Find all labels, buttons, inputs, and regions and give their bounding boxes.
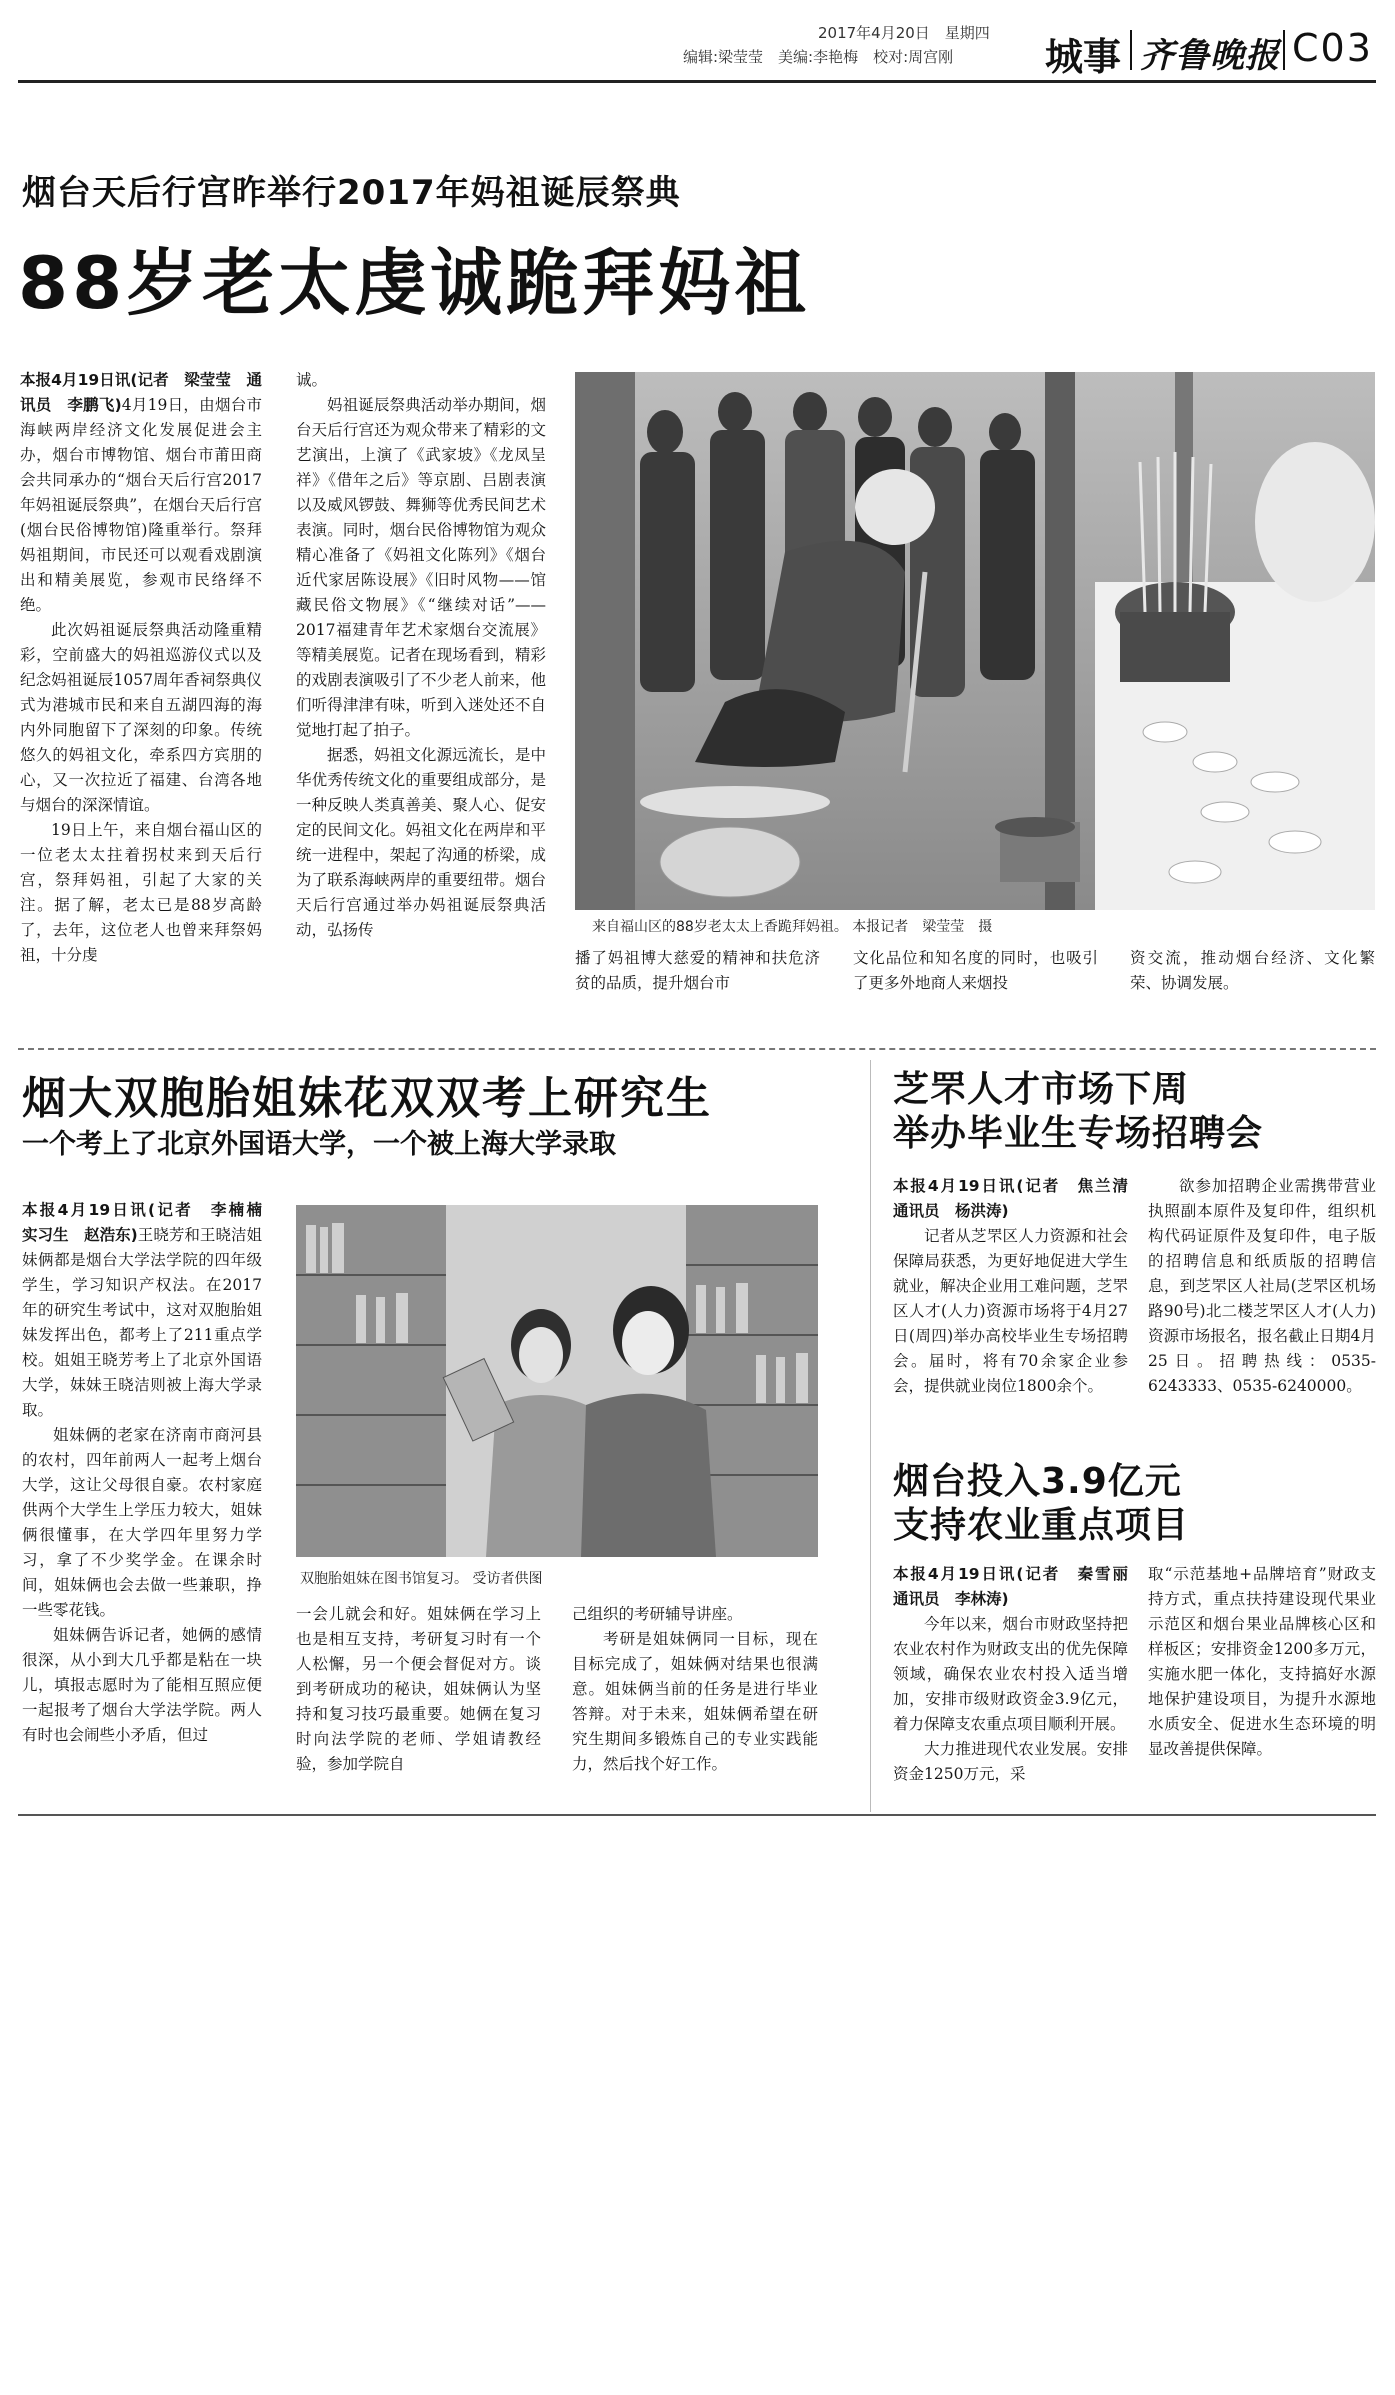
section-name: 城事 bbox=[1045, 35, 1122, 79]
story4-paragraph: 大力推进现代农业发展。安排资金1250万元，采 bbox=[893, 1740, 1128, 1783]
library-twins-image bbox=[296, 1205, 818, 1557]
story1-paragraph: 此次妈祖诞辰祭典活动隆重精彩，空前盛大的妈祖巡游仪式以及纪念妈祖诞辰1057周年香祠祭典仪式为港城市民和来自五湖四海的海内外同胞留下了深刻的印象。传统悠久的妈祖文化，牵系四方宾朋的心，又一次拉近了福建、台湾各地与烟台的深深情谊。 bbox=[20, 621, 262, 814]
story2-paragraph: 己组织的考研辅导讲座。 bbox=[572, 1605, 743, 1623]
story1-column-3: 播了妈祖博大慈爱的精神和扶危济贫的品质，提升烟台市 bbox=[575, 949, 820, 992]
story1-paragraph: 19日上午，来自烟台福山区的一位老太太拄着拐杖来到天后行宫，祭拜妈祖，引起了大家的关注。据了解，老太已是88岁高龄了，去年，这位老人也曾来拜祭妈祖，十分虔 bbox=[20, 821, 262, 964]
staff-credits: 编辑:梁莹莹 美编:李艳梅 校对:周宫刚 bbox=[683, 48, 954, 66]
story2-paragraph: 姐妹俩告诉记者，她俩的感情很深，从小到大几乎都是粘在一块儿，填报志愿时为了能相互照应便一起报考了烟台大学法学院。两人有时也会闹些小矛盾，但过 bbox=[22, 1626, 262, 1744]
story4-paragraph: 今年以来，烟台市财政坚持把农业农村作为财政支出的优先保障领域，确保农业农村投入适当增加，安排市级财政资金3.9亿元，着力保障支农重点项目顺利开展。 bbox=[893, 1615, 1128, 1733]
paper-logo: 齐鲁晚报 bbox=[1140, 36, 1280, 76]
story2-paragraph: 姐妹俩的老家在济南市商河县的农村，四年前两人一起考上烟台大学，这让父母很自豪。农村家庭供两个大学生上学压力较大，姐妹俩很懂事，在大学四年里努力学习，拿了不少奖学金。在课余时间，姐妹俩也会去做一些兼职，挣一些零花钱。 bbox=[22, 1426, 262, 1619]
story1-column-2 bbox=[296, 368, 546, 943]
story4-byline: 本报4月19日讯(记者 秦雪丽 通讯员 李林涛) bbox=[893, 1565, 1144, 1608]
section-divider bbox=[18, 1048, 1376, 1050]
story3-column-1 bbox=[893, 1174, 1144, 1399]
story1-paragraph: 本报4月19日讯(记者 梁莹莹 通讯员 李鹏飞)4月19日，由烟台市海峡两岸经济文化发展促进会主办，烟台市博物馆、烟台市莆田商会共同承办的“烟台天后行宫2017年妈祖诞辰祭典”，在烟台天后行宫(烟台民俗博物馆)隆重举行。祭拜妈祖期间，市民还可以观看戏剧演出和精美展览，参观市民络绎不绝。 bbox=[20, 371, 262, 614]
story1-byline: 本报4月19日讯(记者 梁莹莹 通讯员 李鹏飞) bbox=[20, 371, 262, 414]
column-divider bbox=[870, 1060, 871, 1812]
story2-paragraph: 考研是姐妹俩同一目标，现在目标完成了，姐妹俩对结果也很满意。姐妹俩当前的任务是进行毕业答辩。对于未来，姐妹俩希望在研究生期间多锻炼自己的专业实践能力，然后找个好工作。 bbox=[572, 1630, 818, 1773]
story4-column-2: 取“示范基地+品牌培育”财政支持方式，重点扶持建设现代果业示范区和烟台果业品牌核心区和样板区；安排资金1200多万元，实施水肥一体化，支持搞好水源地保护建设项目，为提升水源地水质安全、促进水生态环境的明显改善提供保障。 bbox=[1148, 1565, 1376, 1758]
story3-paragraph: 欲参加招聘企业需携带营业执照副本原件及复印件，组织机构代码证原件及复印件，电子版的招聘信息和纸质版的招聘信息，到芝罘区人社局(芝罘区机场路90号)北二楼芝罘区人才(人力)资源市场报名，报名截止日期4月25日。招聘热线：0535-6243333、0535-6240000。 bbox=[1148, 1177, 1376, 1395]
story3-byline: 本报4月19日讯(记者 焦兰清 通讯员 杨洪涛) bbox=[893, 1177, 1144, 1220]
story2-column-3 bbox=[572, 1602, 818, 1777]
story3-column-2 bbox=[1148, 1174, 1376, 1399]
story2-photo bbox=[296, 1205, 818, 1557]
story1-paragraph: 妈祖诞辰祭典活动举办期间，烟台天后行宫还为观众带来了精彩的文艺演出，上演了《武家坡》《龙凤呈祥》《借年之后》等京剧、吕剧表演以及威风锣鼓、舞狮等优秀民间艺术表演。同时，烟台民俗博物馆为观众精心准备了《妈祖文化陈列》《烟台近代家居陈设展》《旧时风物——馆藏民俗文物展》《“继续对话”——2017福建青年艺术家烟台交流展》等精美展览。记者在现场看到，精彩的戏剧表演吸引了不少老人前来，他们听得津津有味，听到入迷处还不自觉地打起了拍子。 bbox=[296, 396, 546, 739]
masthead-divider-left bbox=[1130, 30, 1132, 70]
story1-photo bbox=[575, 372, 1375, 910]
story2-column-1 bbox=[22, 1198, 278, 1748]
bottom-rule bbox=[18, 1814, 1376, 1816]
story2-photo-caption: 双胞胎姐妹在图书馆复习。 受访者供图 bbox=[300, 1571, 543, 1587]
story3-paragraph: 记者从芝罘区人力资源和社会保障局获悉，为更好地促进大学生就业，解决企业用工难问题，芝罘区人才(人力)资源市场将于4月27日(周四)举办高校毕业生专场招聘会。届时，将有70余家企业参会，提供就业岗位1800余个。 bbox=[893, 1227, 1128, 1395]
masthead-rule bbox=[18, 80, 1376, 83]
story2-byline: 本报4月19日讯(记者 李楠楠 实习生 赵浩东) bbox=[22, 1201, 278, 1244]
issue-date: 2017年4月20日 星期四 bbox=[818, 24, 990, 42]
story1-photo-caption: 来自福山区的88岁老太太上香跪拜妈祖。 本报记者 梁莹莹 摄 bbox=[592, 919, 993, 935]
story1-paragraph: 诚。 bbox=[296, 371, 328, 389]
temple-ceremony-image bbox=[575, 372, 1375, 910]
page-number: C03 bbox=[1292, 26, 1373, 70]
story1-kicker: 烟台天后行宫昨举行2017年妈祖诞辰祭典 bbox=[22, 173, 681, 213]
story1-paragraph: 据悉，妈祖文化源远流长，是中华优秀传统文化的重要组成部分，是一种反映人类真善美、聚人心、促安定的民间文化。妈祖文化在两岸和平统一进程中，架起了沟通的桥梁，成为了联系海峡两岸的重要纽带。烟台天后行宫通过举办妈祖诞辰祭典活动，弘扬传 bbox=[296, 746, 546, 939]
masthead-divider-right bbox=[1283, 30, 1285, 70]
story1-column-1 bbox=[20, 368, 262, 968]
story1-column-5: 资交流，推动烟台经济、文化繁荣、协调发展。 bbox=[1130, 949, 1375, 992]
story1-headline: 88岁老太虔诚跪拜妈祖 bbox=[18, 241, 811, 325]
story2-column-2: 一会儿就会和好。姐妹俩在学习上也是相互支持，考研复习时有一个人松懈，另一个便会督促对方。谈到考研成功的秘诀，姐妹俩认为坚持和复习技巧最重要。她俩在复习时向法学院的老师、学姐请教经验，参加学院自 bbox=[296, 1605, 541, 1773]
story2-subhead: 一个考上了北京外国语大学，一个被上海大学录取 bbox=[22, 1129, 616, 1160]
story4-column-1 bbox=[893, 1562, 1144, 1787]
story2-headline: 烟大双胞胎姐妹花双双考上研究生 bbox=[22, 1073, 712, 1124]
story3-headline: 芝罘人才市场下周 举办毕业生专场招聘会 bbox=[893, 1069, 1264, 1154]
story2-paragraph: 本报4月19日讯(记者 李楠楠 实习生 赵浩东)王晓芳和王晓洁姐妹俩都是烟台大学法学院的四年级学生，学习知识产权法。在2017年的研究生考试中，这对双胞胎姐妹发挥出色，都考上了211重点学校。姐姐王晓芳考上了北京外国语大学，妹妹王晓洁则被上海大学录取。 bbox=[22, 1201, 278, 1419]
story1-column-4: 文化品位和知名度的同时，也吸引了更多外地商人来烟投 bbox=[853, 949, 1098, 992]
story4-headline: 烟台投入3.9亿元 支持农业重点项目 bbox=[893, 1461, 1190, 1546]
